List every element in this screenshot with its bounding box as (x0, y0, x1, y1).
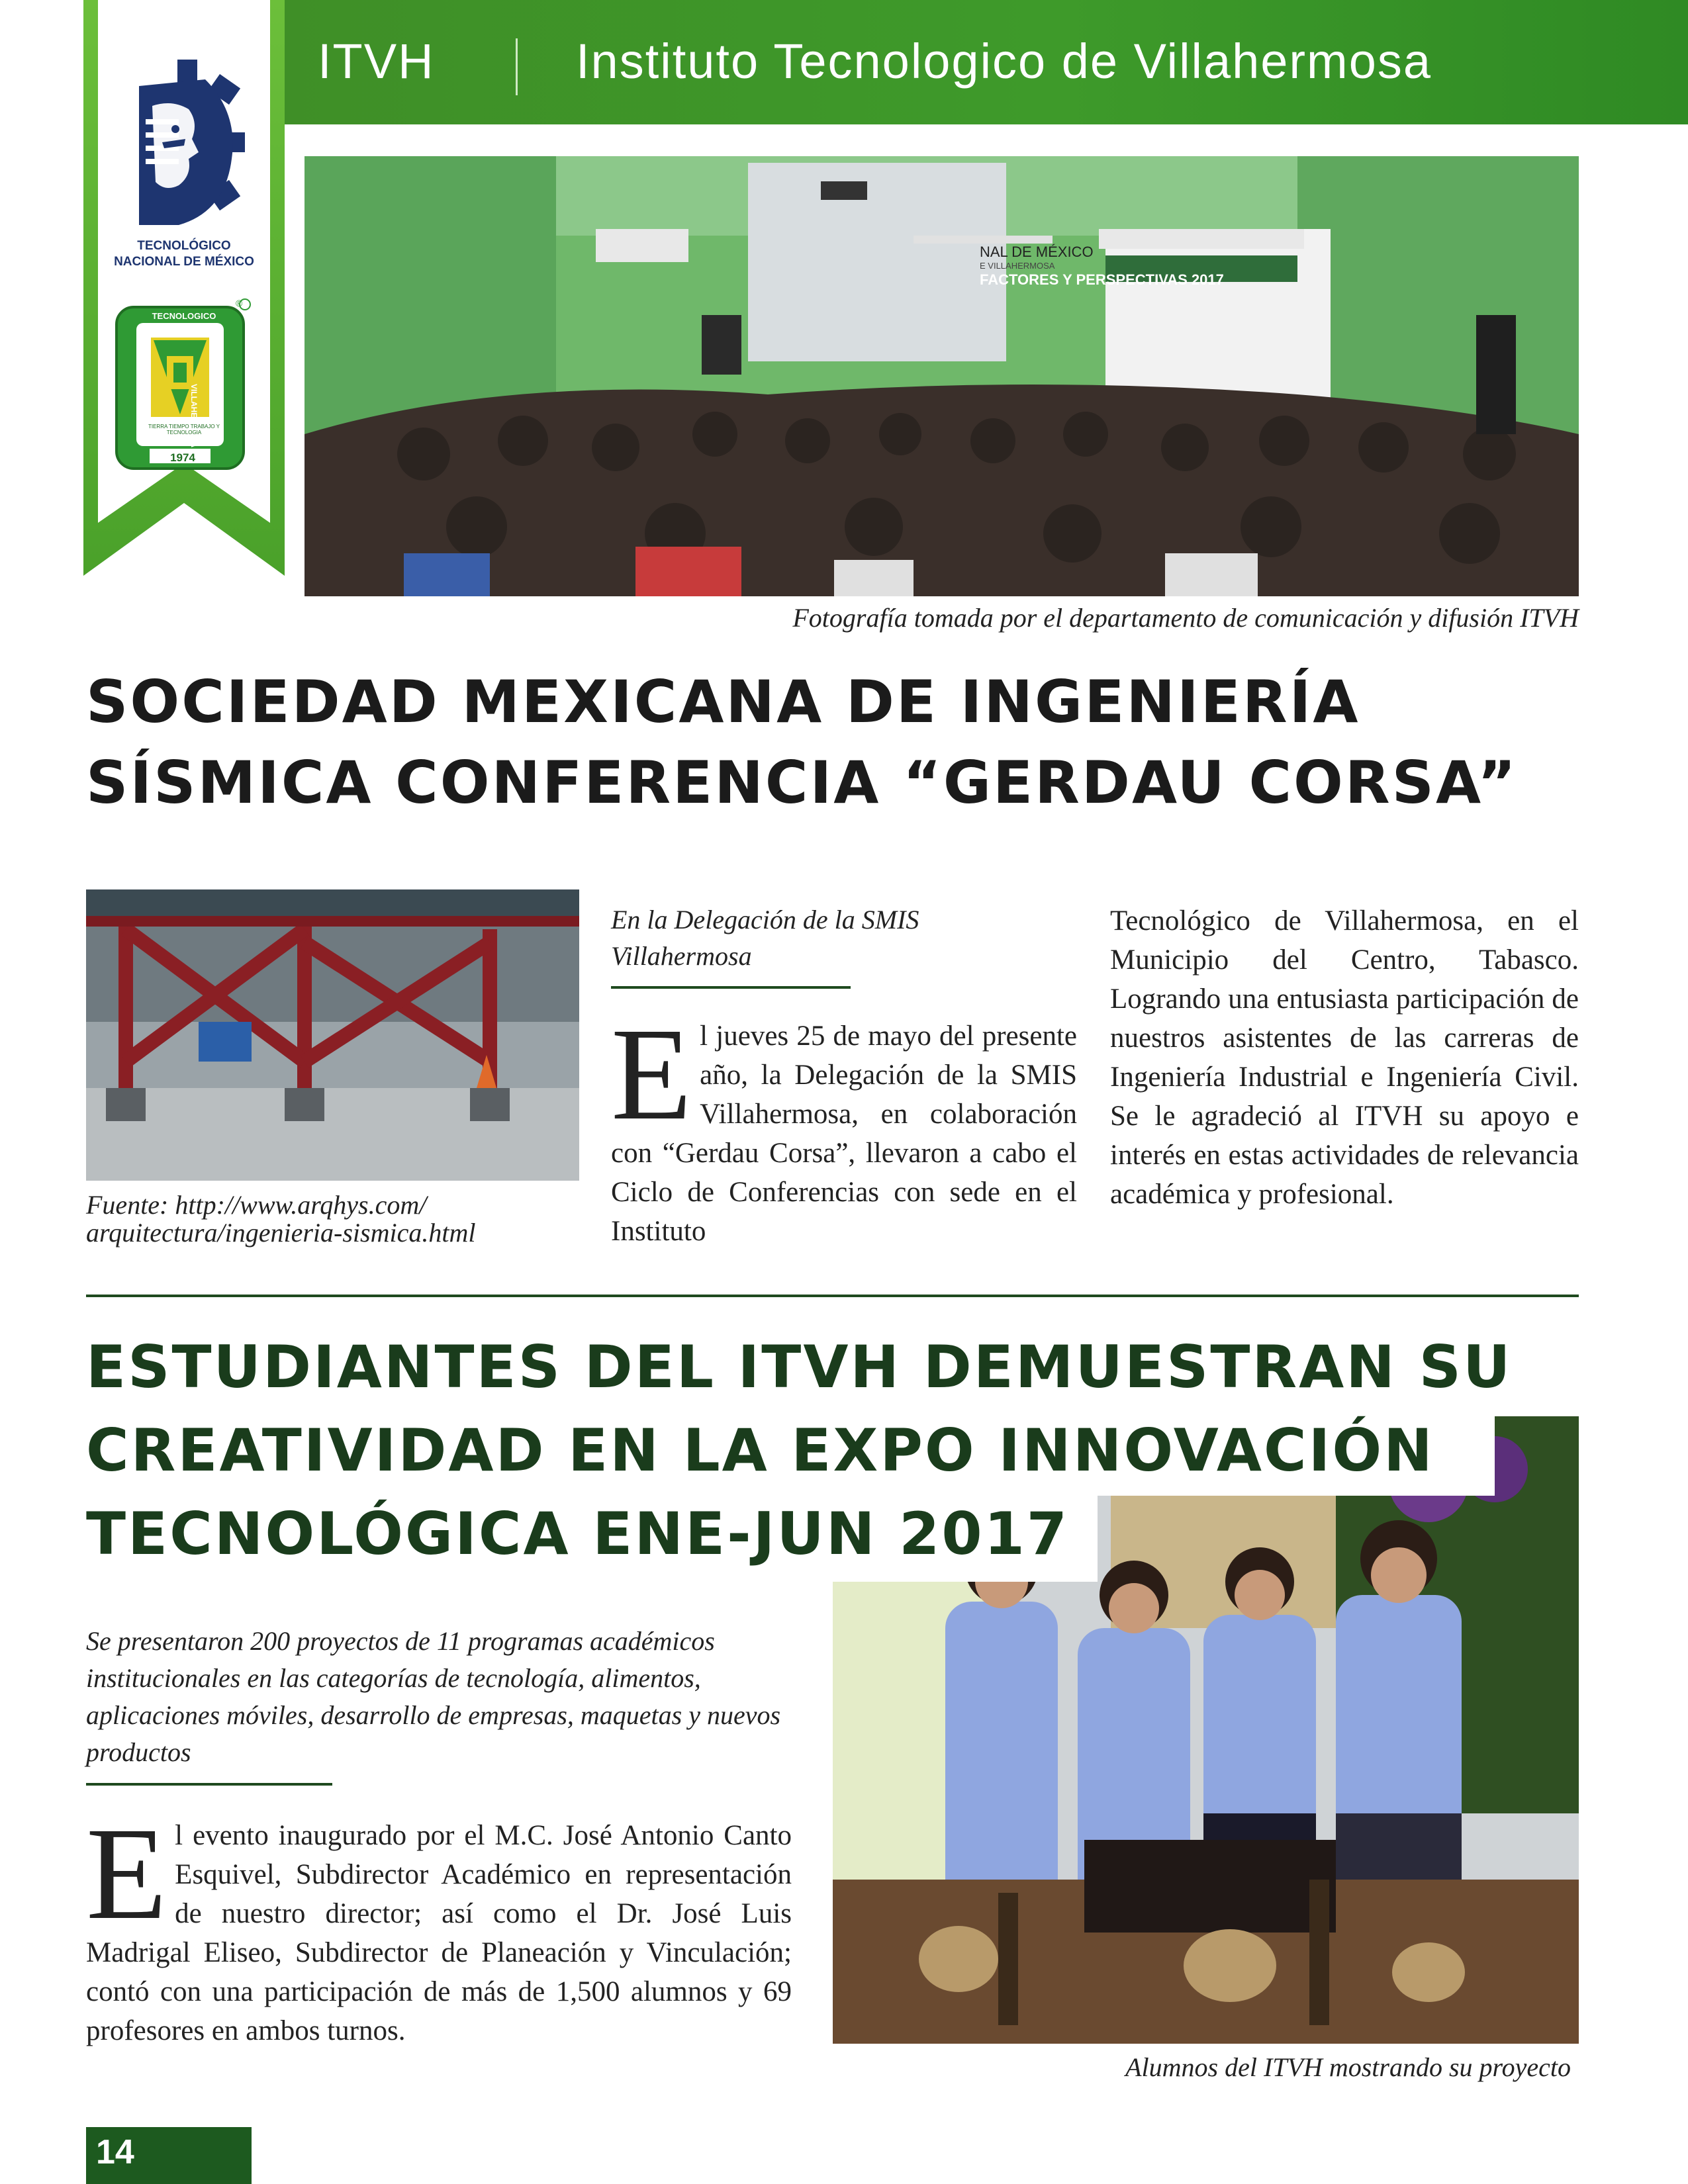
article2-subtitle-rule (86, 1783, 332, 1786)
tecnm-logo-icon (126, 60, 245, 232)
article1-subtitle (611, 901, 1061, 974)
registered-mark: ® (236, 298, 243, 308)
banner-line-2: E VILLAHERMOSA (980, 261, 1055, 271)
article2-dropcap: E (86, 1801, 167, 1947)
header-abbr: ITVH (318, 34, 435, 89)
article1-column-2: Tecnológico de Villahermosa, en el Municipio del Centro, Tabasco. Logrando una entusiasta participación de nuestros asistentes de las carreras de Ingeniería Industrial e Ingeniería Civil. Se le agradeció al ITVH su apoyo e interés en estas actividades de relevancia académica y profesional. (1110, 905, 1579, 1210)
article1-headline-line-2: SÍSMICA CONFERENCIA “GERDAU CORSA” (86, 749, 1518, 817)
logo-text-right: VILLAHERMOSA (189, 384, 199, 447)
article1-column-1-text: l jueves 25 de mayo del presente año, la Delegación de la SMIS Villahermosa, en colaboración con “Gerdau Corsa”, llevaron a cabo el Ciclo de Conferencias con sede en el Instituto (611, 1021, 1077, 1247)
seismic-caption-line-2: arquitectura/ingenieria-sismica.html (86, 1218, 476, 1248)
banner-line-3: FACTORES Y PERSPECTIVAS 2017 (980, 271, 1224, 288)
conference-photo (305, 156, 1579, 596)
seismic-lab-photo (86, 889, 579, 1181)
article2-subtitle: Se presentaron 200 proyectos de 11 programas académicos institucionales en las categorías de tecnología, alimentos, aplicaciones móviles, desarrollo de empresas, maquetas y nuevos productos (86, 1626, 781, 1767)
section-divider (86, 1295, 1579, 1297)
article2-headline (86, 1326, 1609, 1576)
article1-subtitle-rule (611, 986, 851, 989)
logo-year: 1974 (170, 451, 195, 464)
article2-headline-line-3: TECNOLÓGICA ENE-JUN 2017 (86, 1500, 1070, 1568)
tecnm-label (93, 238, 275, 270)
logo-text-top: TECNOLOGICO (152, 311, 216, 321)
banner-line-1: NAL DE MÉXICO (980, 244, 1094, 260)
article1-dropcap: E (611, 1001, 692, 1148)
article1-headline-line-1: SOCIEDAD MEXICANA DE INGENIERÍA (86, 668, 1360, 736)
article2-body-text: l evento inaugurado por el M.C. José Antonio Canto Esquivel, Subdirector Académico en representación de nuestro director; así como el Dr. José Luis Madrigal Eliseo, Subdirector de Planeación y Vinculación; contó con una participación de más de 1,500 alumnos y 69 profesores en ambos turnos. (86, 1820, 792, 2046)
header-title: Instituto Tecnologico de Villahermosa (576, 34, 1432, 89)
students-photo-caption: Alumnos del ITVH mostrando su proyecto (1125, 2052, 1571, 2082)
logo-motto: TIERRA TIEMPO TRABAJO Y TECNOLOGIA (148, 424, 220, 435)
tecnm-line-2: NACIONAL DE MÉXICO (114, 255, 254, 269)
article2-body (86, 1801, 792, 2050)
seismic-caption-line-1: Fuente: http://www.arqhys.com/ (86, 1190, 427, 1220)
tecnm-line-1: TECNOLÓGICO (137, 239, 231, 253)
article2-headline-line-2: CREATIVIDAD EN LA EXPO INNOVACIÓN (86, 1416, 1434, 1484)
conference-photo-caption: Fotografía tomada por el departamento de comunicación y difusión ITVH (792, 603, 1579, 633)
article1-subtitle-line-2: Villahermosa (611, 941, 752, 971)
article1-column-1 (611, 1001, 1077, 1251)
page-number: 14 (96, 2133, 134, 2171)
article2-headline-line-1: ESTUDIANTES DEL ITVH DEMUESTRAN SU (86, 1333, 1513, 1401)
article1-subtitle-line-1: En la Delegación de la SMIS (611, 905, 919, 934)
article1-headline (86, 662, 1609, 823)
seismic-photo-caption (86, 1191, 589, 1247)
header-divider (516, 38, 518, 95)
logo-text-left: INSTITUTO (134, 342, 144, 385)
